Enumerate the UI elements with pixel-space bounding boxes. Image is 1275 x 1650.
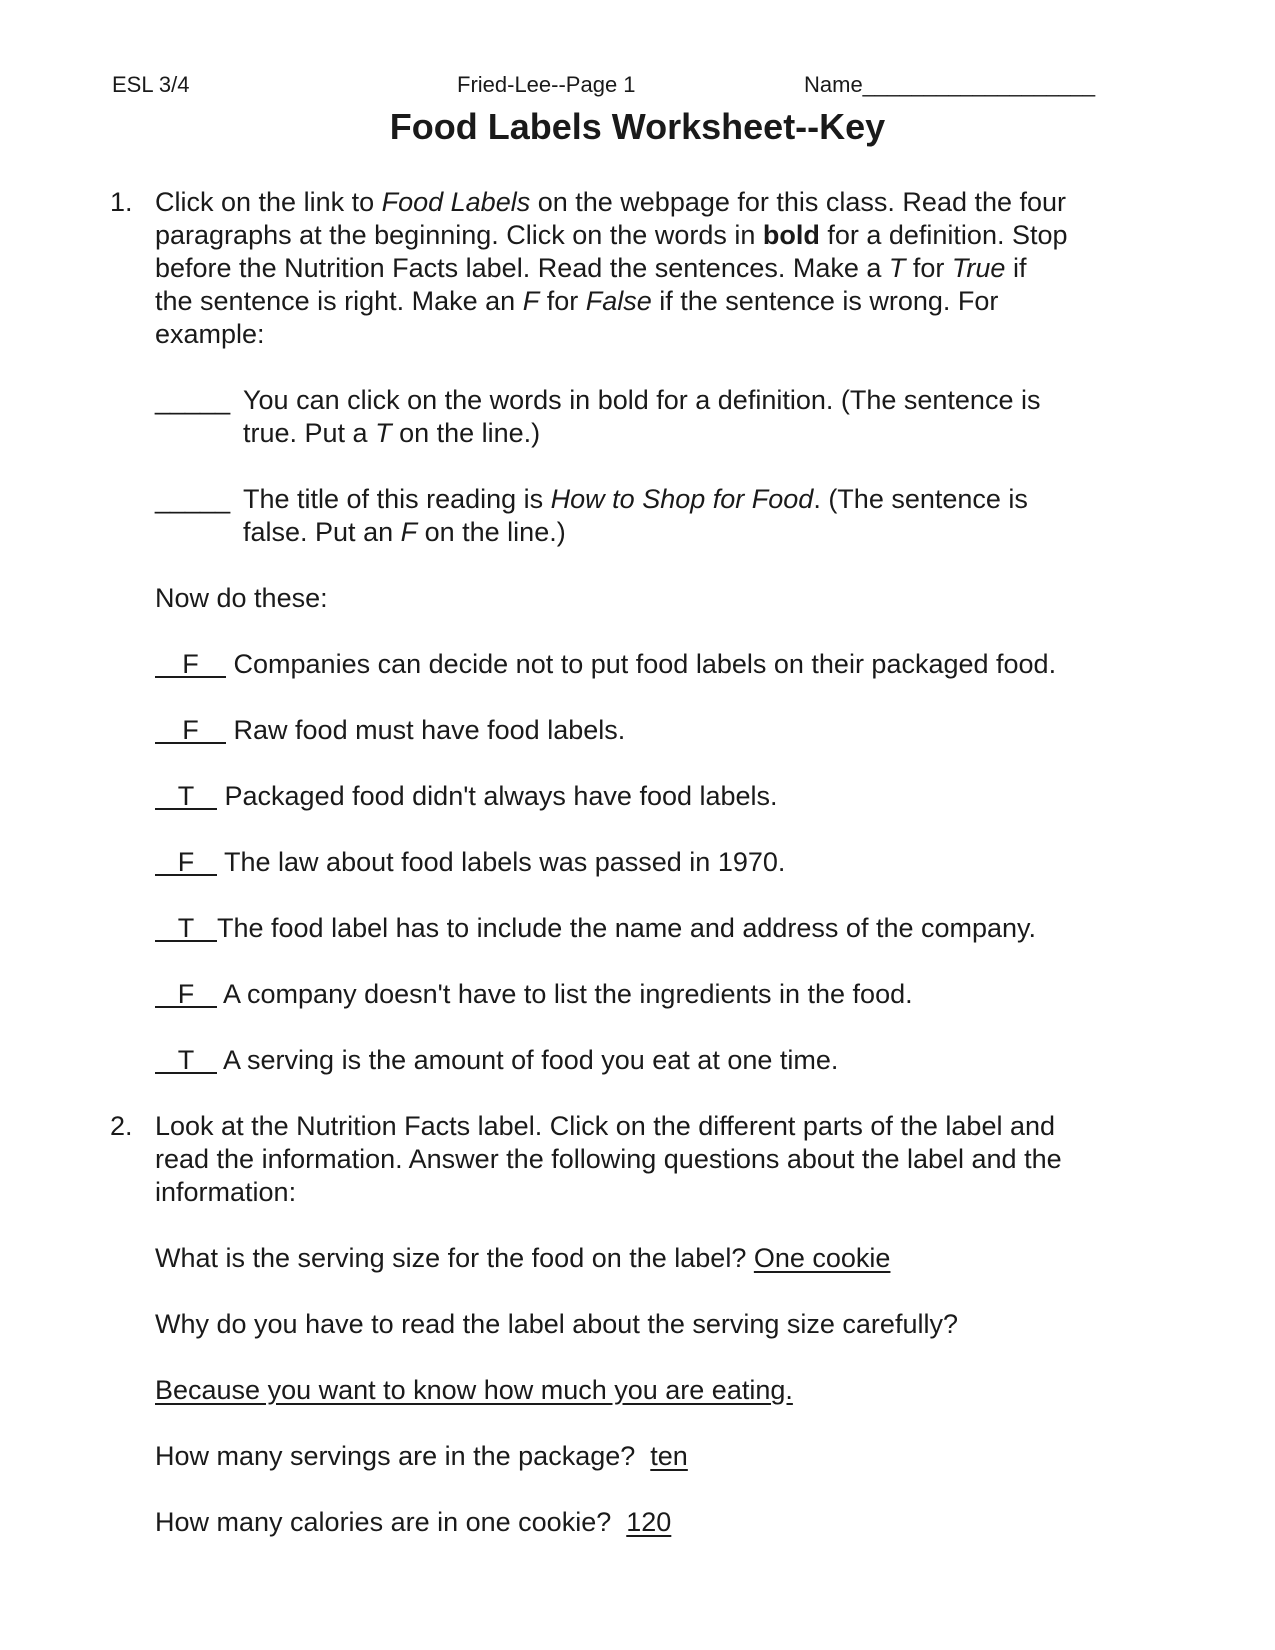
answer-blank: F <box>155 718 226 744</box>
tf-item-text: The law about food labels was passed in 1970. <box>224 847 786 877</box>
instructions-line-4: the sentence is right. Make an F for False if the sentence is wrong. For <box>155 286 999 316</box>
tf-item <box>155 780 778 813</box>
tf-item <box>155 912 1036 945</box>
answer-blank: F <box>155 982 217 1008</box>
answer-text: 120 <box>626 1507 672 1537</box>
tf-item-text: Raw food must have food labels. <box>233 715 626 745</box>
question-text: How many calories are in one cookie? <box>155 1507 612 1537</box>
section-2-intro-line-3: information: <box>155 1177 297 1207</box>
example-1-line-1: You can click on the words in bold for a definition. (The sentence is <box>243 385 1041 415</box>
answer-text: Because you want to know how much you are eating. <box>155 1375 793 1405</box>
question-text: How many servings are in the package? <box>155 1441 636 1471</box>
question-servings-count <box>155 1440 688 1473</box>
name-field: Name___________________ <box>804 72 1096 97</box>
course-label: ESL 3/4 <box>112 72 190 97</box>
tf-item-text: The food label has to include the name and address of the company. <box>217 913 1037 943</box>
example-1-blank: _____ <box>155 385 231 415</box>
tf-item <box>155 846 785 879</box>
answer-text: One cookie <box>753 1243 891 1273</box>
answer-text: ten <box>650 1441 688 1471</box>
page-info: Fried-Lee--Page 1 <box>457 72 636 97</box>
instructions-line-3: before the Nutrition Facts label. Read the sentences. Make a T for True if <box>155 253 1027 283</box>
instructions-line-5: example: <box>155 319 265 349</box>
answer-blank: F <box>155 652 226 678</box>
section-2-number: 2. <box>110 1111 133 1141</box>
tf-item <box>155 1044 838 1077</box>
question-text: What is the serving size for the food on the label? <box>155 1243 747 1273</box>
tf-item <box>155 978 913 1011</box>
example-2-line-2: false. Put an F on the line.) <box>243 517 566 547</box>
tf-item <box>155 648 1056 681</box>
question-calories <box>155 1506 671 1539</box>
answer-blank: T <box>155 784 217 810</box>
tf-item-text: A company doesn't have to list the ingredients in the food. <box>223 979 913 1009</box>
answer-blank: F <box>155 850 217 876</box>
tf-item-text: A serving is the amount of food you eat at one time. <box>223 1045 839 1075</box>
tf-item-text: Packaged food didn't always have food labels. <box>224 781 778 811</box>
answer-blank: T <box>155 1048 217 1074</box>
example-2-blank: _____ <box>155 484 231 514</box>
example-2-line-1: The title of this reading is How to Shop for Food. (The sentence is <box>243 484 1028 514</box>
tf-item-text: Companies can decide not to put food labels on their packaged food. <box>233 649 1057 679</box>
tf-item <box>155 714 625 747</box>
question-serving-size <box>155 1242 890 1275</box>
now-do-these: Now do these: <box>155 583 328 613</box>
question-why-serving: Why do you have to read the label about the serving size carefully? <box>155 1309 958 1339</box>
instructions-line-1: Click on the link to Food Labels on the webpage for this class. Read the four <box>155 187 1067 217</box>
section-1-number: 1. <box>110 187 133 217</box>
example-1-line-2: true. Put a T on the line.) <box>243 418 541 448</box>
section-2-intro-line-2: read the information. Answer the following questions about the label and the <box>155 1144 1062 1174</box>
section-2-intro-line-1: Look at the Nutrition Facts label. Click on the different parts of the label and <box>155 1111 1056 1141</box>
answer-blank: T <box>155 916 217 942</box>
page-title: Food Labels Worksheet--Key <box>389 106 886 147</box>
instructions-line-2: paragraphs at the beginning. Click on the words in bold for a definition. Stop <box>155 220 1068 250</box>
answer-why-serving <box>155 1374 793 1407</box>
